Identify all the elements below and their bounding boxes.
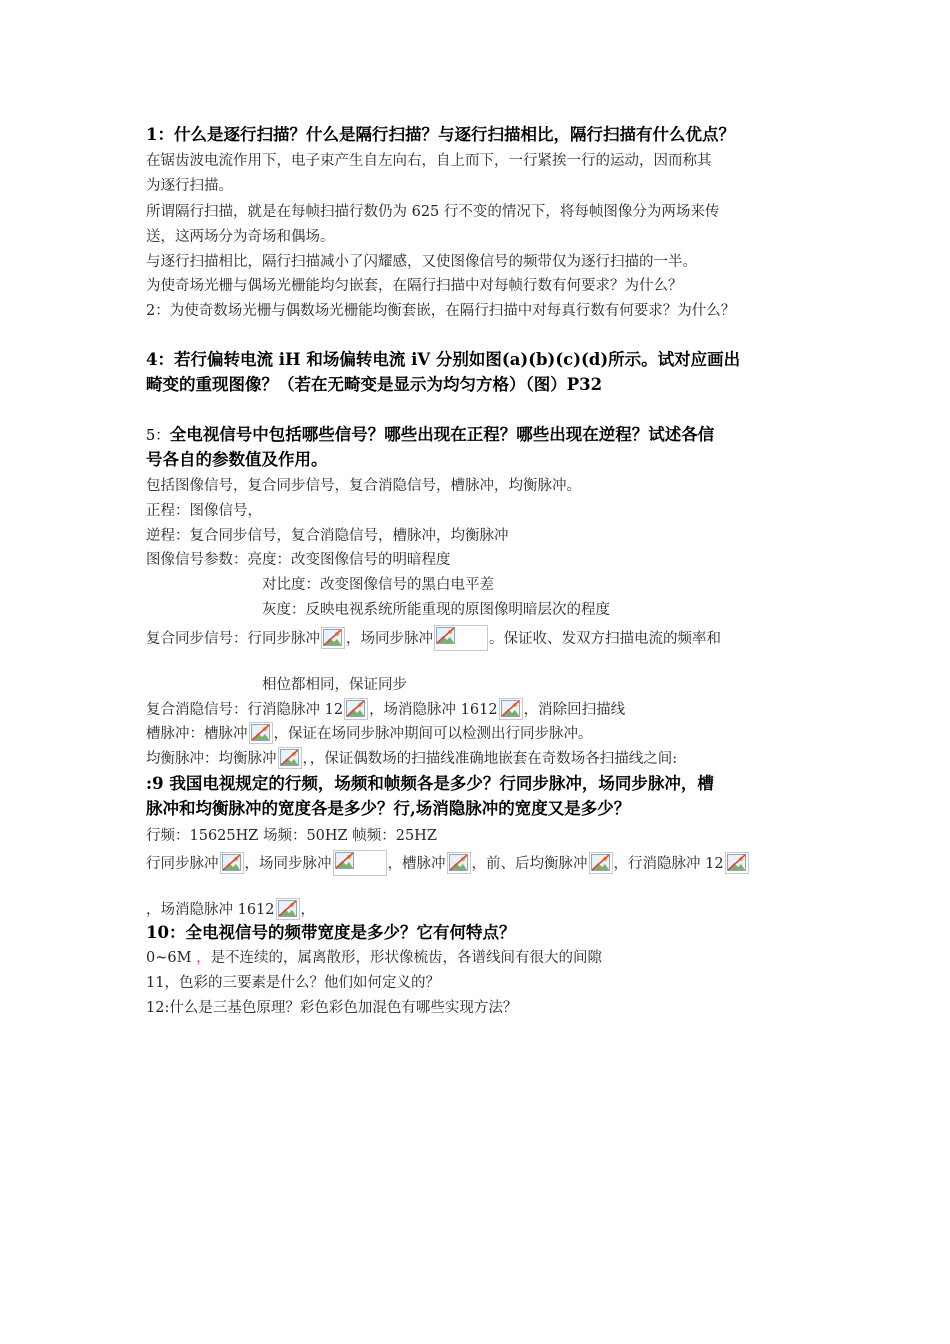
question-4-line-1: 4：若行偏转电流 iH 和场偏转电流 iV 分别如图(a)(b)(c)(d)所示。试对应画出: [146, 350, 741, 369]
answer-1-line-3: 所谓隔行扫描，就是在每帧扫描行数仍为 625 行不变的情况下，将每帧图像分为两场来传: [146, 204, 720, 220]
answer-5-line-9: [146, 698, 625, 720]
question-12: 12:什么是三基色原理？彩色彩色加混色有哪些实现方法？: [146, 1000, 518, 1016]
question-5-line-1: [146, 424, 714, 447]
text-segment: 槽脉冲：槽脉冲: [146, 726, 248, 742]
broken-image-icon: [344, 698, 368, 720]
answer-5-line-8: 相位都相同，保证同步: [262, 677, 407, 693]
text-segment: 复合消隐信号：行消隐脉冲 12: [146, 702, 344, 718]
question-9-line-1: :9 我国电视规定的行频，场频和帧频各是多少？行同步脉冲，场同步脉冲，槽: [146, 774, 714, 793]
broken-image-icon: [725, 852, 749, 874]
question-1: 1：什么是逐行扫描？什么是隔行扫描？与逐行扫描相比，隔行扫描有什么优点？: [146, 125, 735, 144]
broken-image-icon: [333, 850, 387, 876]
broken-image-icon: [249, 722, 273, 744]
answer-1-line-4: 送，这两场分为奇场和偶场。: [146, 229, 335, 245]
text-segment: 复合同步信号：行同步脉冲: [146, 631, 320, 647]
question-4-line-2: 畸变的重现图像？（若在无畸变是显示为均匀方格）（图）P32: [146, 375, 603, 394]
text-segment: 是不连续的，属离散形，形状像梳齿，各谱线间有很大的间隙: [210, 950, 603, 966]
broken-image-icon: [434, 625, 488, 651]
question-5-text: 全电视信号中包括哪些信号？哪些出现在正程？哪些出现在逆程？试述各信: [169, 425, 715, 444]
broken-image-icon: [220, 852, 244, 874]
question-5-number: 5：: [146, 428, 170, 444]
answer-5-line-3: 逆程：复合同步信号，复合消隐信号，槽脉冲，均衡脉冲: [146, 528, 509, 544]
text-segment: ，场同步脉冲: [346, 631, 433, 647]
text-segment: ，行消隐脉冲 12: [613, 856, 724, 872]
answer-5-line-7: [146, 625, 721, 651]
answer-5-line-1: 包括图像信号，复合同步信号，复合消隐信号，槽脉冲，均衡脉冲。: [146, 478, 581, 494]
answer-9-line-1: 行频：15625HZ 场频：50HZ 帧频：25HZ: [146, 828, 437, 844]
question-10: 10：全电视信号的频带宽度是多少？它有何特点？: [146, 923, 516, 942]
answer-1-line-2: 为逐行扫描。: [146, 178, 233, 194]
text-segment: ，消除回扫描线: [523, 702, 626, 718]
question-5-line-2: 号各自的参数值及作用。: [146, 450, 328, 469]
broken-image-icon: [321, 627, 345, 649]
question-11: 11，色彩的三要素是什么？他们如何定义的？: [146, 975, 440, 991]
text-segment: 均衡脉冲：均衡脉冲: [146, 751, 277, 767]
text-segment: 0~6M: [146, 950, 192, 966]
text-segment: ，前、后均衡脉冲: [471, 856, 588, 872]
broken-image-icon: [278, 747, 302, 769]
text-segment: 行同步脉冲: [146, 856, 219, 872]
text-segment: ，场消隐脉冲 1612: [369, 702, 498, 718]
answer-5-line-11: [146, 747, 677, 769]
broken-image-icon: [276, 898, 300, 920]
answer-5-line-4: 图像信号参数：亮度：改变图像信号的明暗程度: [146, 552, 451, 568]
text-segment: 。保证收、发双方扫描电流的频率和: [489, 631, 721, 647]
answer-5-line-5: 对比度：改变图像信号的黑白电平差: [262, 577, 494, 593]
answer-1-line-5: 与逐行扫描相比，隔行扫描减小了闪耀感，又使图像信号的频带仅为逐行扫描的一半。: [146, 254, 697, 270]
text-segment: ，保证在场同步脉冲期间可以检测出行同步脉冲。: [273, 726, 593, 742]
answer-10: [146, 948, 602, 968]
broken-image-icon: [589, 852, 613, 874]
question-2: 2：为使奇数场光栅与偶数场光栅能均衡套嵌，在隔行扫描中对每真行数有何要求？为什么？: [146, 303, 736, 319]
answer-9-line-3: [146, 898, 315, 920]
answer-1-line-1: 在锯齿波电流作用下，电子束产生自左向右，自上而下，一行紧挨一行的运动，因而称其: [146, 153, 712, 169]
broken-image-icon: [447, 852, 471, 874]
question-9-line-2: 脉冲和均衡脉冲的宽度各是多少？行,场消隐脉冲的宽度又是多少？: [146, 799, 631, 818]
broken-image-icon: [499, 698, 523, 720]
text-segment: ，，保证偶数场的扫描线准确地嵌套在奇数场各扫描线之间:: [302, 751, 678, 767]
answer-5-line-10: [146, 722, 593, 744]
text-segment: ，: [300, 902, 316, 918]
answer-1-line-6: 为使奇场光栅与偶场光栅能均匀嵌套，在隔行扫描中对每帧行数有何要求？为什么？: [146, 278, 683, 294]
answer-5-line-2: 正程：图像信号，: [146, 503, 262, 519]
answer-9-line-2: [146, 850, 750, 876]
text-segment: ，场消隐脉冲 1612: [146, 902, 275, 918]
text-segment: ，场同步脉冲: [244, 856, 332, 872]
red-comma: ，: [196, 950, 211, 966]
answer-5-line-6: 灰度：反映电视系统所能重现的原图像明暗层次的程度: [262, 602, 610, 618]
text-segment: ，槽脉冲: [387, 856, 446, 872]
